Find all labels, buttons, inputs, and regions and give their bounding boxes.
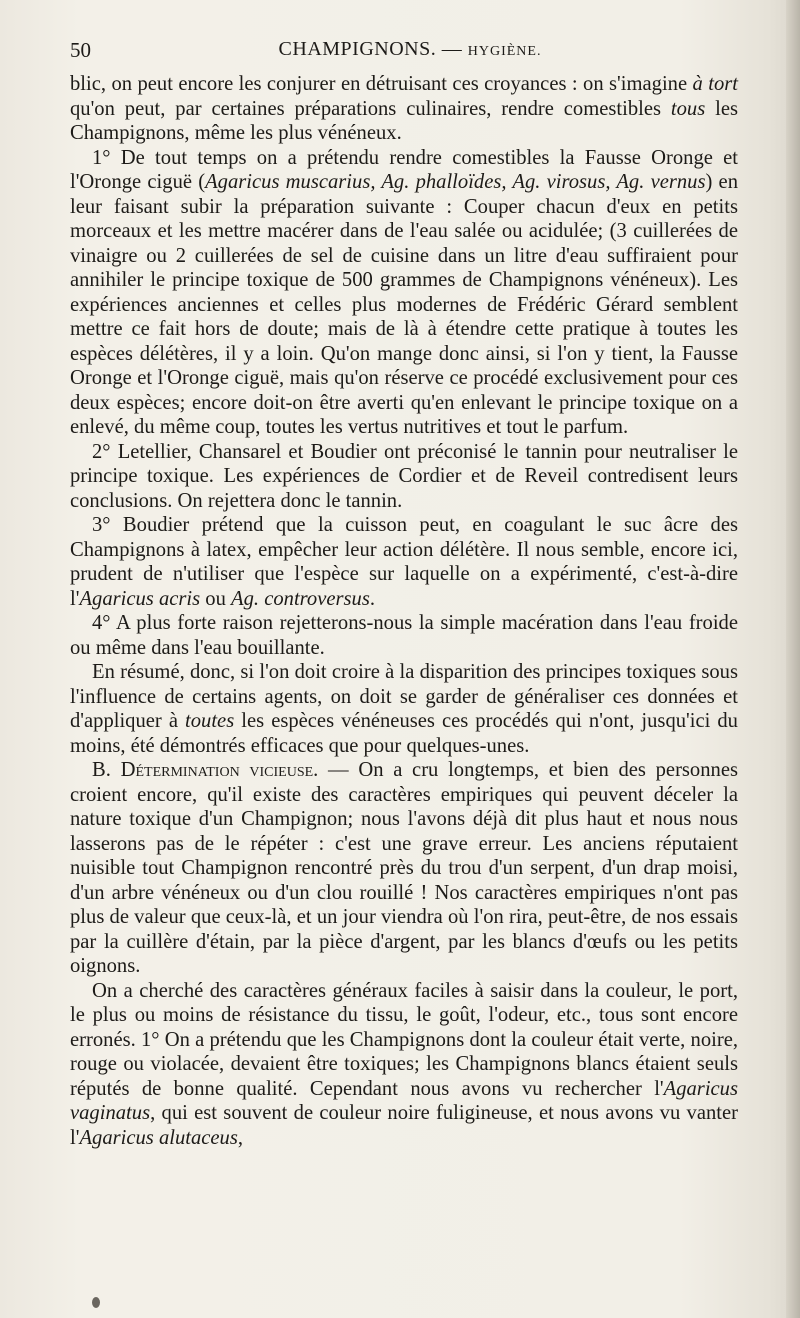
text-run: 1° De tout temps on a prétendu rendre comestibles la Fausse Oronge et l'Oronge ciguë (: [70, 146, 738, 193]
running-title-sub: HYGIÈNE.: [467, 44, 542, 59]
text-run: 3° Boudier prétend que la cuisson peut, en coagulant le suc âcre des Champignons à latex, empêcher leur action délétère. Il nous semble, encore ici, prudent de n'utiliser que l'espèce sur laquelle on a expérimenté, c'est-à-dire l': [70, 514, 738, 610]
paragraph: [70, 660, 738, 758]
text-run: On a cherché des caractères généraux faciles à saisir dans la couleur, le port, le plus ou moins de résistance du tissu, le goût, l'odeur, etc., tous sont encore erronés. 1° On a prétendu que les Champignons dont la couleur était verte, noire, rouge ou violacée, devaient être toxiques; les Champignons blancs étaient seuls réputés de bonne qualité. Cependant nous avons vu rechercher l': [70, 979, 738, 1100]
paragraph: [70, 611, 738, 660]
small-caps-run: Détermination vicieuse: [120, 759, 314, 781]
text-run: ,: [237, 1126, 244, 1149]
italic-run: Agaricus acris: [79, 587, 201, 610]
ink-spot-mark: [92, 1297, 100, 1308]
text-run: . — On a cru longtemps, et bien des personnes croient encore, qu'il existe des caractères empiriques qui peuvent déceler la nature toxique d'un Champignon; nous l'avons déjà dit plus haut et nous nous lasserons pas de le répéter : c'est une grave erreur. Les anciens réputaient nuisible tout Champignon rencontré près du trou d'un serpent, d'un drap moisi, d'un arbre vénéneux ou d'un clou rouillé ! Nos caractères empiriques n'ont pas plus de valeur que ceux-là, et un jour viendra où l'on rira, peut-être, de nos essais par la cuillère d'étain, par la pièce d'argent, par les blancs d'œufs ou les petits oignons.: [70, 759, 738, 977]
page-number: 50: [70, 38, 91, 62]
text-run: ) en leur faisant subir la préparation suivante : Couper chacun d'eux en petits morceaux et les mettre macérer dans de l'eau salée ou acidulée; (3 cuillerées de vinaigre ou 2 cuillerées de sel de cuisine dans un litre d'eau suffiraient pour annihiler le principe toxique de 500 grammes de Champignons vénéneux). Les expériences anciennes et celles plus modernes de Frédéric Gérard semblent mettre ce fait hors de doute; mais de là à étendre cette pratique à toutes les espèces délétères, il y a loin. Qu'on mange donc ainsi, si l'on y tient, la Fausse Oronge et l'Oronge ciguë, mais qu'on réserve ce procédé exclusivement pour ces deux espèces; encore doit-on être averti qu'en enlevant le principe toxique on a enlevé, du même coup, toutes les vertus nutritives et tout le parfum.: [70, 171, 738, 438]
body-text: [70, 72, 738, 1150]
italic-run: toutes: [185, 710, 235, 732]
text-run: B.: [92, 759, 121, 781]
text-run: , qui est souvent de couleur noire fuligineuse, et nous avons vu vanter l': [70, 1102, 738, 1149]
italic-run: tous: [670, 97, 706, 120]
running-title-main: CHAMPIGNONS. —: [278, 38, 468, 60]
paragraph: [70, 440, 738, 514]
italic-run: Agaricus alutaceus: [79, 1126, 238, 1149]
page-header: [70, 38, 750, 68]
text-run: les espèces vénéneuses ces procédés qui n'ont, jusqu'ici du moins, été démontrés efficaces que pour quelques-unes.: [70, 710, 738, 757]
text-run: 2° Letellier, Chansarel et Boudier ont préconisé le tannin pour neutraliser le principe toxique. Les expériences de Cordier et de Reveil contredisent leurs conclusions. On rejettera donc le tannin.: [70, 440, 738, 512]
running-title: [70, 38, 750, 61]
italic-run: à tort: [692, 73, 739, 95]
paragraph: [70, 146, 738, 440]
paragraph: [70, 979, 738, 1151]
text-run: qu'on peut, par certaines préparations culinaires, rendre comestibles: [70, 97, 671, 120]
paragraph: [70, 72, 738, 146]
text-run: .: [369, 587, 375, 610]
text-run: ou: [200, 587, 232, 610]
text-run: En résumé, donc, si l'on doit croire à la disparition des principes toxiques sous l'influence de certains agents, on doit se garder de généraliser ces données et d'appliquer à: [70, 661, 738, 732]
italic-run: Agaricus vaginatus: [70, 1077, 738, 1124]
text-run: les Champignons, même les plus vénéneux.: [70, 97, 738, 144]
page-edge: [786, 0, 800, 1318]
paragraph: [70, 513, 738, 611]
italic-run: Agaricus muscarius, Ag. phalloïdes, Ag. virosus, Ag. vernus: [205, 171, 706, 193]
text-run: blic, on peut encore les conjurer en détruisant ces croyances : on s'imagine: [70, 73, 693, 95]
paragraph: [70, 758, 738, 979]
italic-run: Ag. controversus: [231, 587, 370, 610]
text-run: 4° A plus forte raison rejetterons-nous la simple macération dans l'eau froide ou même dans l'eau bouillante.: [70, 612, 738, 659]
